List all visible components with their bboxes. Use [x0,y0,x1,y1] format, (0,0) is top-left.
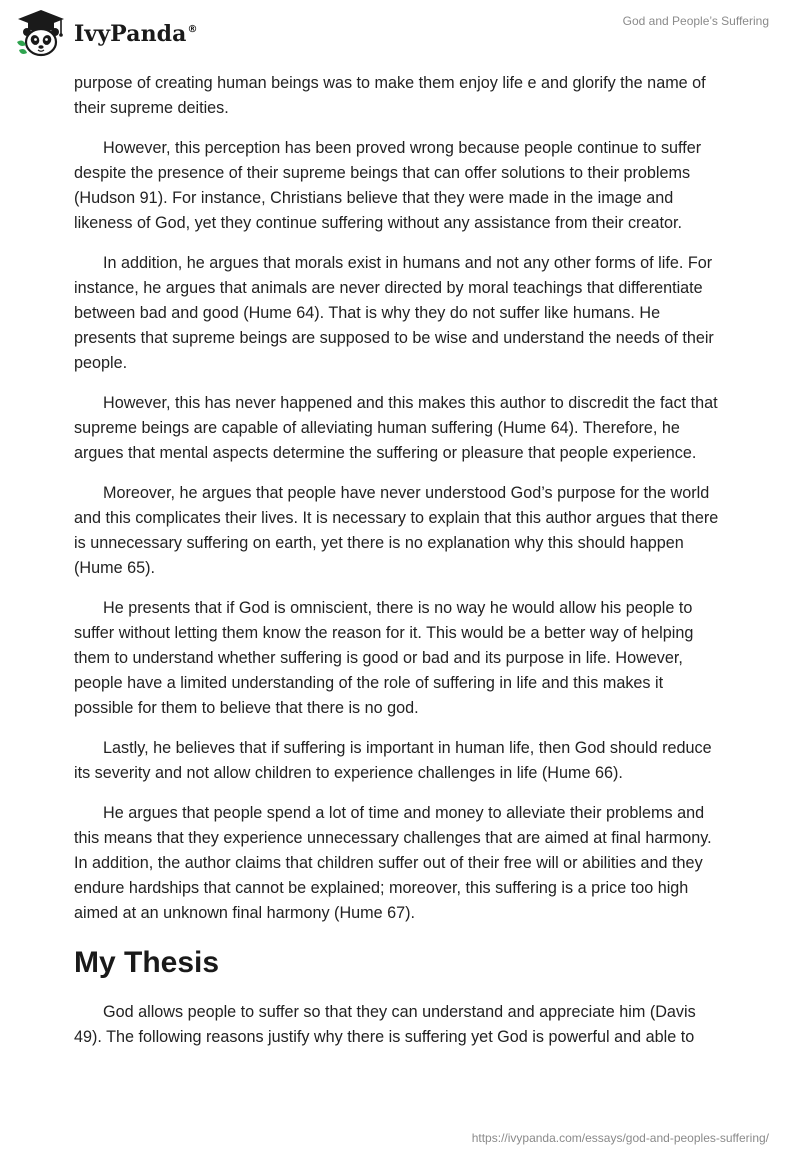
source-url-link[interactable]: https://ivypanda.com/essays/god-and-peoples-suffering/ [471,1131,769,1145]
section-heading-my-thesis: My Thesis [74,946,220,979]
ivypanda-logo[interactable] [14,8,198,58]
essay-paragraph: Lastly, he believes that if suffering is important in human life, then God should reduce its severity and not allow children to experience challenges in life (Hume 66). [74,739,712,782]
registered-mark: ® [187,24,198,35]
essay-paragraph: However, this perception has been proved wrong because people continue to suffer despite the presence of their supreme beings that can offer solutions to their problems (Hudson 91). For instance, Christians believe that they were made in the image and likeness of God, yet they continue suffering without any assistance from their creator. [74,139,702,232]
essay-paragraph: However, this has never happened and this makes this author to discredit the fact that supreme beings are capable of alleviating human suffering (Hume 64). Therefore, he argues that mental aspects determine the suffering or pleasure that people experience. [74,394,718,462]
essay-paragraph: He presents that if God is omniscient, there is no way he would allow his people to suffer without letting them know the reason for it. This would be a better way of helping them to understand whether suffering is good or bad and its purpose in life. However, people have a limited understanding of the role of suffering in life and this makes it possible for them to believe that there is no god. [74,599,694,717]
essay-paragraph: He argues that people spend a lot of time and money to alleviate their problems and this means that they experience unnecessary challenges that are aimed at final harmony. In addition, the author claims that children suffer out of their free will or abilities and they endure hardships that cannot be explained; moreover, this suffering is a price too high aimed at an unknown final harmony (Hume 67). [74,804,712,922]
essay-paragraph: In addition, he argues that morals exist in humans and not any other forms of life. For instance, he argues that animals are never directed by moral teachings that differentiate between bad and good (Hume 64). That is why they do not suffer like humans. He presents that supreme beings are supposed to be wise and understand the needs of their people. [74,254,714,372]
brand-name: IvyPanda® [74,21,198,47]
thesis-paragraph: God allows people to suffer so that they can understand and appreciate him (Davis 49). The following reasons justify why there is suffering yet God is powerful and able to [74,1003,696,1046]
essay-paragraph: Moreover, he argues that people have never understood God’s purpose for the world and this complicates their lives. It is necessary to explain that this author argues that there is unnecessary suffering on earth, yet there is no explanation why this should happen (Hume 65). [74,484,719,577]
essay-content [74,71,726,1065]
panda-graduate-logo-icon [14,8,68,58]
document-title: God and People’s Suffering [622,14,769,28]
essay-paragraph: purpose of creating human beings was to make them enjoy life e and glorify the name of their supreme deities. [74,74,706,117]
